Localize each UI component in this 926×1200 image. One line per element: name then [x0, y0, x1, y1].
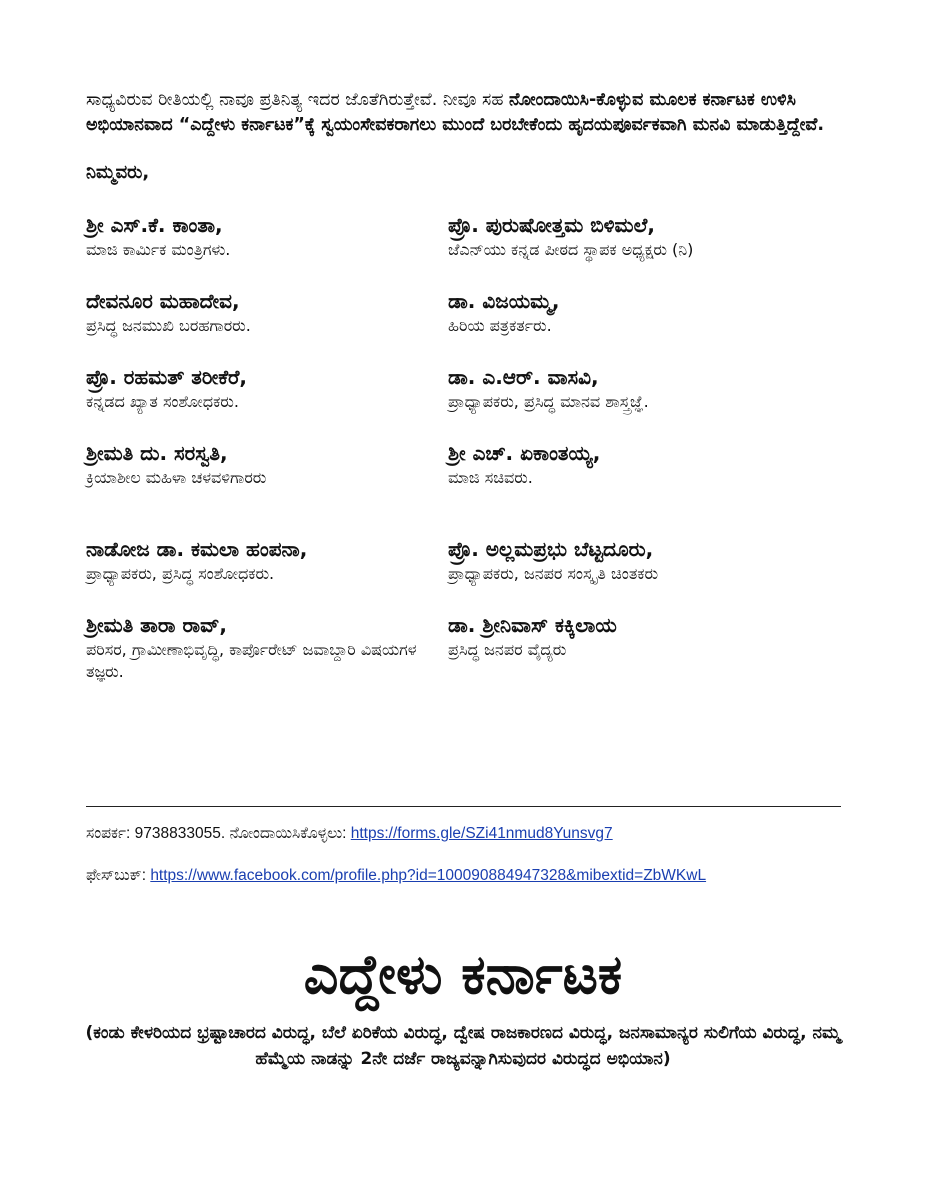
signatory-title: ಪ್ರಾಧ್ಯಾಪಕರು, ಜನಪರ ಸಂಸ್ಕೃತಿ ಚಿಂತಕರು: [448, 564, 659, 583]
salutation: ನಿಮ್ಮವರು,: [86, 162, 150, 183]
signatory: [448, 535, 841, 585]
signatory-title: ಜೆಎನ್‌ಯು ಕನ್ನಡ ಪೀಠದ ಸ್ಥಾಪಕ ಅಧ್ಯಕ್ಷರು (ನಿ): [448, 240, 694, 259]
signatory-title: ಮಾಜಿ ಸಚಿವರು.: [448, 468, 533, 487]
signatory-title: ಹಿರಿಯ ಪತ್ರಕರ್ತರು.: [448, 316, 552, 335]
contact-label: ಸಂಪರ್ಕ: 9738833055. ನೋಂದಾಯಿಸಿಕೊಳ್ಳಲು:: [86, 825, 351, 842]
signatory-title: ಮಾಜಿ ಕಾರ್ಮಿಕ ಮಂತ್ರಿಗಳು.: [86, 240, 231, 259]
intro-text-bold: ನೋಂದಾಯಿಸಿ-ಕೊಳ್ಳುವ ಮೂಲಕ ಕರ್ನಾಟಕ ಉಳಿಸಿ ಅಭಿಯಾನವಾದ “ಎದ್ದೇಳು ಕರ್ನಾಟಕ”ಕ್ಕೆ ಸ್ವಯಂಸೇವಕರಾಗಲು ಮುಂದೆ ಬರಬೇಕೆಂದು ಹೃದಯಪೂರ್ವಕವಾಗಿ ಮನವಿ ಮಾಡುತ್ತಿದ್ದೇವೆ.: [86, 90, 824, 135]
signatory-name: ಶ್ರೀ ಎಚ್. ಏಕಾಂತಯ್ಯ,: [448, 441, 601, 465]
signatory: [448, 287, 841, 337]
campaign-subtitle: (ಕಂಡು ಕೇಳರಿಯದ ಭ್ರಷ್ಟಾಚಾರದ ವಿರುದ್ಧ, ಬೆಲೆ ಏರಿಕೆಯ ವಿರುದ್ಧ, ದ್ವೇಷ ರಾಜಕಾರಣದ ವಿರುದ್ಧ, ಜನಸಾಮಾನ್ಯರ ಸುಲಿಗೆಯ ವಿರುದ್ಧ, ನಮ್ಮ ಹೆಮ್ಮೆಯ ನಾಡನ್ನು 2ನೇ ದರ್ಜೆ ರಾಜ್ಯವನ್ನಾಗಿಸುವುದರ ವಿರುದ್ಧದ ಅಭಿಯಾನ): [85, 1023, 841, 1069]
contact-line: [86, 824, 846, 844]
signatory: [86, 611, 448, 683]
horizontal-divider: [86, 806, 841, 807]
intro-text: ಸಾಧ್ಯವಿರುವ ರೀತಿಯಲ್ಲಿ ನಾವೂ ಪ್ರತಿನಿತ್ಯ ಇದರ ಜೊತೆಗಿರುತ್ತೇವೆ. ನೀವೂ ಸಹ: [86, 90, 510, 110]
signatory-title: ಪ್ರಸಿದ್ಧ ಜನಪರ ವೈದ್ಯರು: [448, 640, 567, 659]
facebook-label: ಫೇಸ್‌ಬುಕ್:: [86, 867, 151, 884]
signatory-title: ಪ್ರಾಧ್ಯಾಪಕರು, ಪ್ರಸಿದ್ಧ ಮಾನವ ಶಾಸ್ತ್ರಜ್ಞೆ.: [448, 392, 649, 411]
signatory-title: ಪ್ರಸಿದ್ಧ ಜನಮುಖಿ ಬರಹಗಾರರು.: [86, 316, 251, 335]
signatory-title: ಕ್ರಿಯಾಶೀಲ ಮಹಿಳಾ ಚಳವಳಿಗಾರರು: [86, 468, 267, 487]
letter-body: [86, 88, 841, 709]
signatory-name: ಡಾ. ಎ.ಆರ್. ವಾಸವಿ,: [448, 365, 599, 389]
signatories-grid: [86, 211, 841, 709]
signatory-name: ಪ್ರೊ. ರಹಮತ್ ತರೀಕೆರೆ,: [86, 365, 247, 389]
signatory: [86, 211, 448, 261]
signatory-name: ಶ್ರೀ ಎಸ್.ಕೆ. ಕಾಂತಾ,: [86, 213, 223, 237]
signatory-name: ಡಾ. ವಿಜಯಮ್ಮ,: [448, 289, 560, 313]
facebook-link[interactable]: https://www.facebook.com/profile.php?id=100090884947328&mibextid=ZbWKwL: [150, 867, 707, 884]
signatory-name: ದೇವನೂರ ಮಹಾದೇವ,: [86, 289, 240, 313]
campaign-title: ಎದ್ದೇಳು ಕರ್ನಾಟಕ: [303, 943, 623, 1006]
signatory: [86, 535, 448, 585]
signatory-name: ಶ್ರೀಮತಿ ದು. ಸರಸ್ವತಿ,: [86, 441, 228, 465]
signatory-name: ಪ್ರೊ. ಅಲ್ಲಮಪ್ರಭು ಬೆಟ್ಟದೂರು,: [448, 537, 654, 561]
signatory: [448, 363, 841, 413]
signatory: [448, 611, 841, 683]
signatory: [86, 287, 448, 337]
signatory-name: ಶ್ರೀಮತಿ ತಾರಾ ರಾವ್,: [86, 613, 228, 637]
facebook-line: [86, 866, 846, 886]
intro-paragraph: [86, 88, 841, 138]
signatory-name: ಡಾ. ಶ್ರೀನಿವಾಸ್ ಕಕ್ಕಿಲಾಯ: [448, 613, 617, 637]
signatory-title: ಕನ್ನಡದ ಖ್ಯಾತ ಸಂಶೋಧಕರು.: [86, 392, 239, 411]
signatory: [86, 439, 448, 489]
signatory-name: ಪ್ರೊ. ಪುರುಷೋತ್ತಮ ಬಿಳಿಮಲೆ,: [448, 213, 655, 237]
signatory-title: ಪರಿಸರ, ಗ್ರಾಮೀಣಾಭಿವೃದ್ಧಿ, ಕಾರ್ಪೊರೇಟ್ ಜವಾಬ್ದಾರಿ ವಿಷಯಗಳ ತಜ್ಞರು.: [86, 640, 417, 681]
signatory: [86, 363, 448, 413]
signatory: [448, 211, 841, 261]
registration-link[interactable]: https://forms.gle/SZi41nmud8Yunsvg7: [350, 825, 613, 842]
signatory-name: ನಾಡೋಜ ಡಾ. ಕಮಲಾ ಹಂಪನಾ,: [86, 537, 308, 561]
signatory: [448, 439, 841, 489]
signatory-title: ಪ್ರಾಧ್ಯಾಪಕರು, ಪ್ರಸಿದ್ಧ ಸಂಶೋಧಕರು.: [86, 564, 275, 583]
